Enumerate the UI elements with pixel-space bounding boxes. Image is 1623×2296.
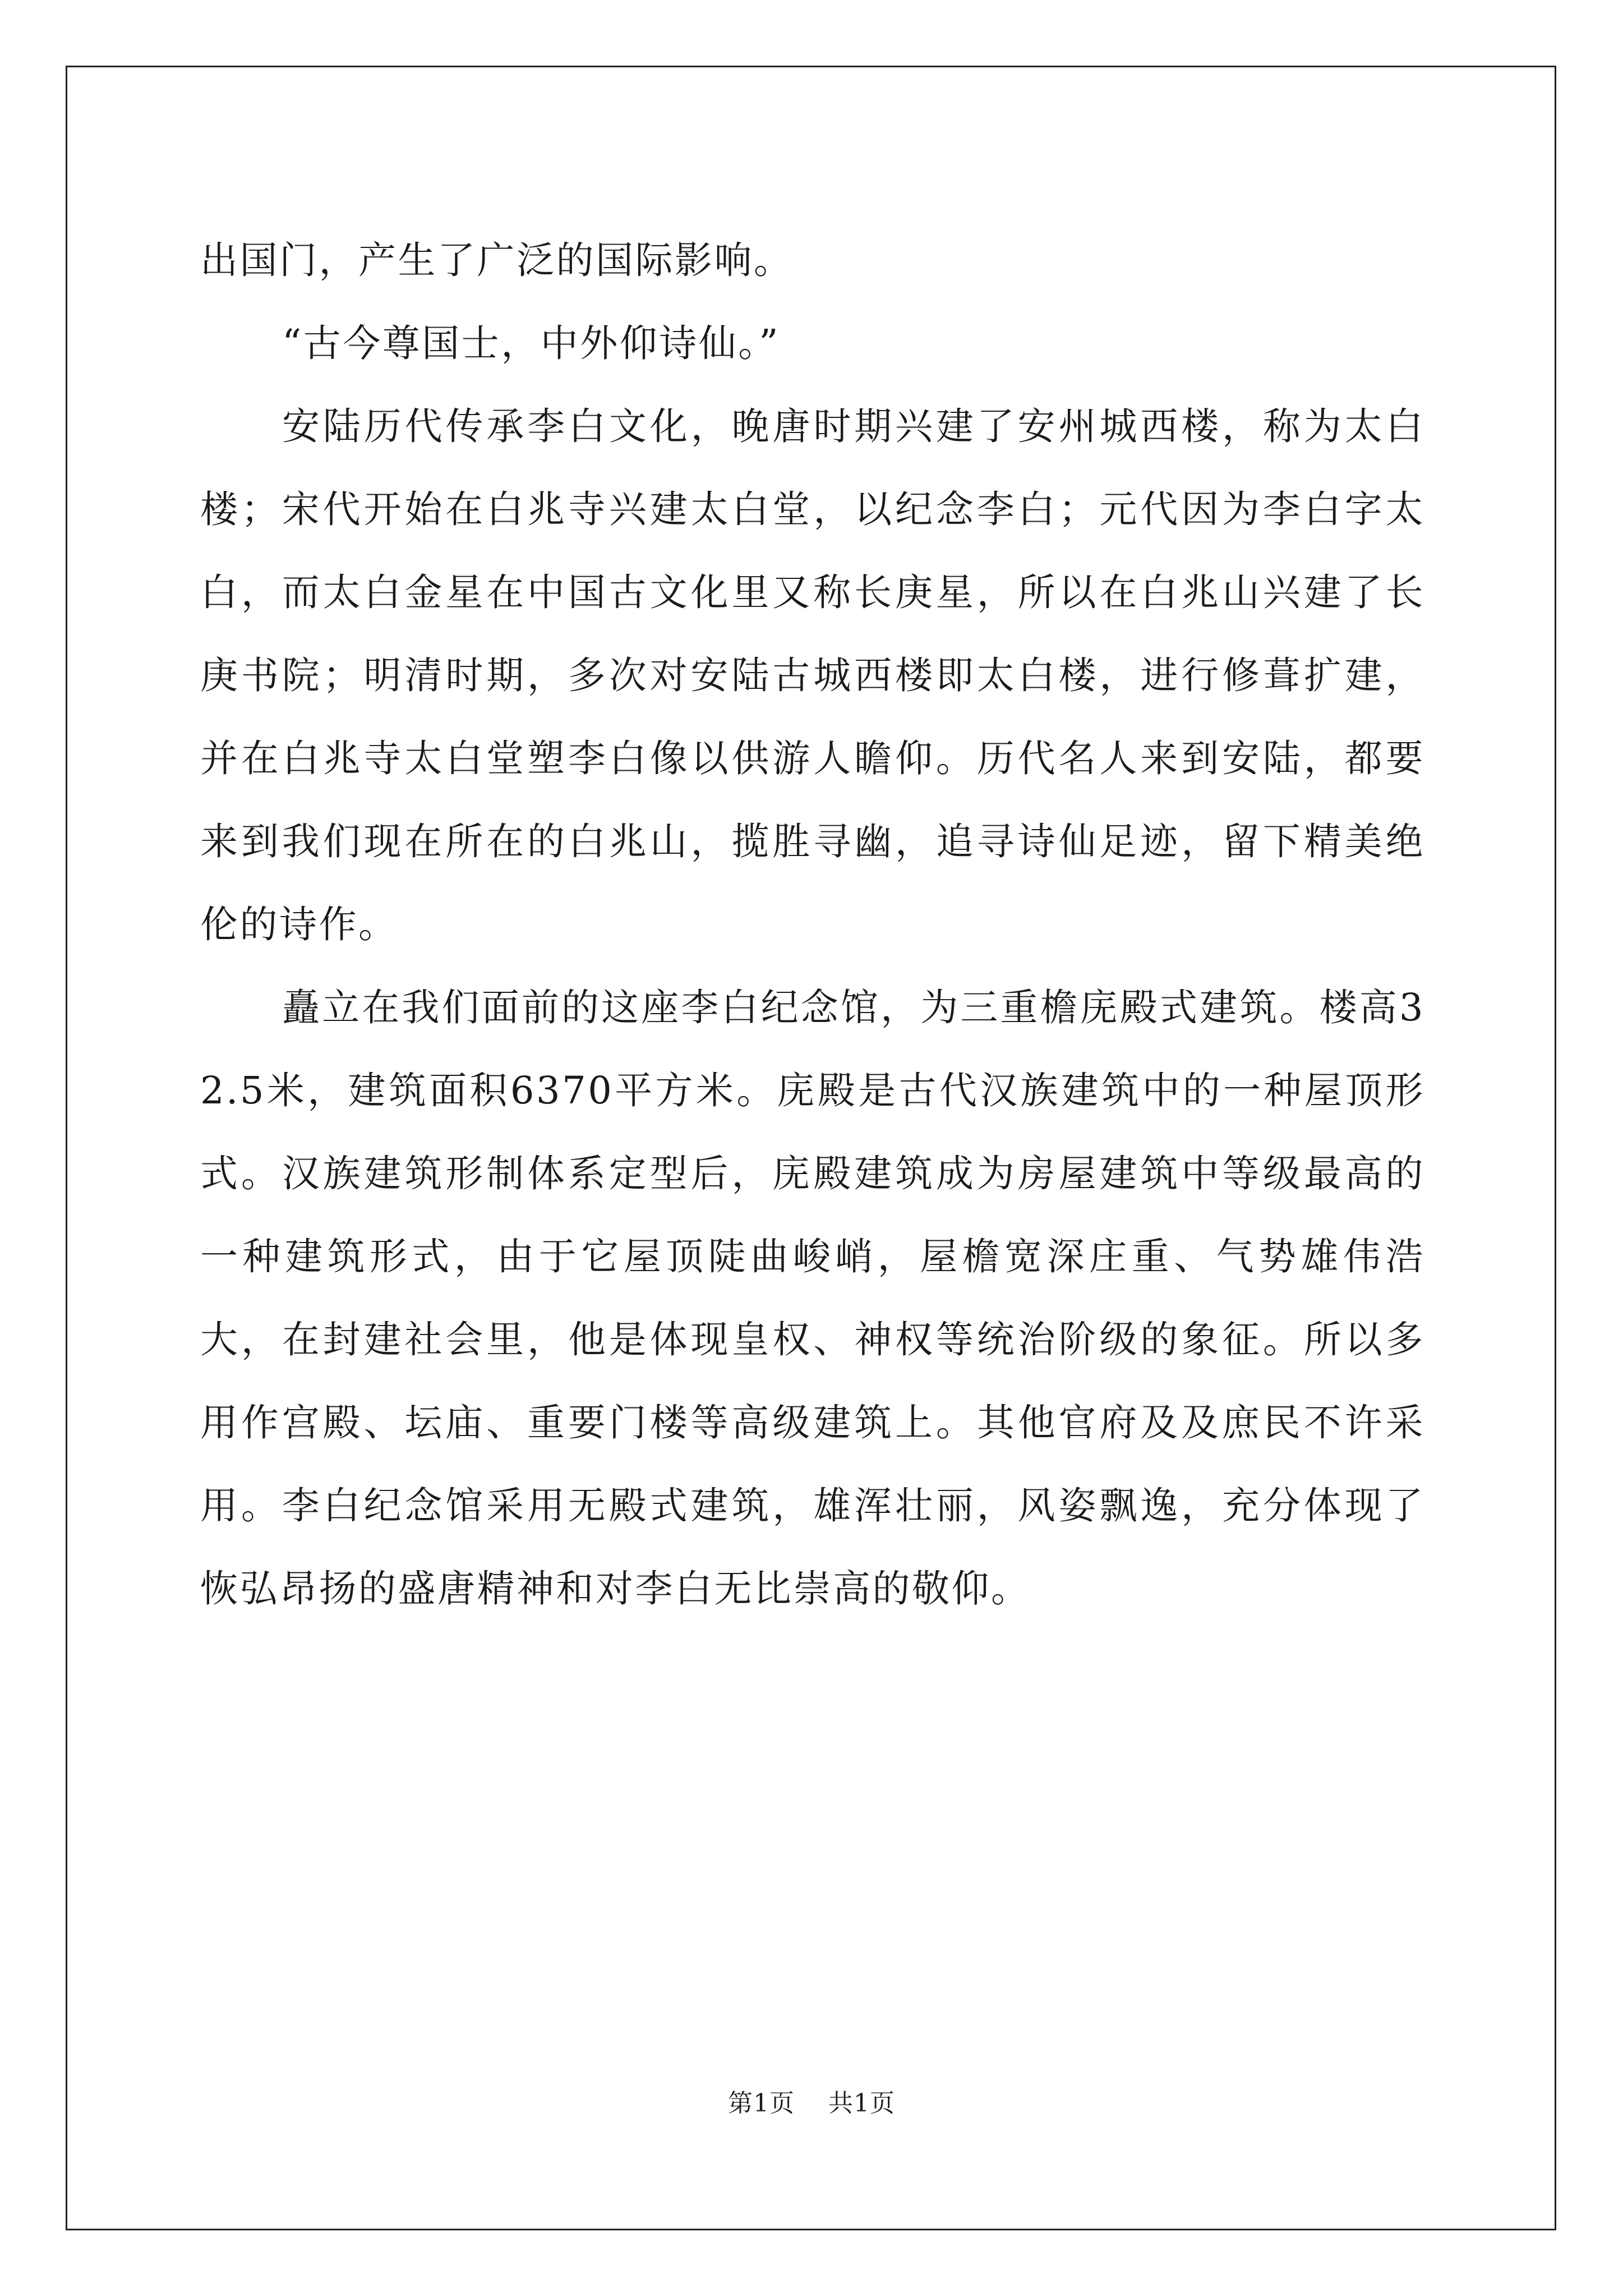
page-total: 共1页 xyxy=(828,2089,895,2118)
paragraph-3: 安陆历代传承李白文化，晚唐时期兴建了安州城西楼，称为太白楼；宋代开始在白兆寺兴建太白堂，以纪念李白；元代因为李白字太白，而太白金星在中国古文化里又称长庚星，所以在白兆山兴建了长庚书院；明清时期，多次对安陆古城西楼即太白楼，进行修葺扩建，并在白兆寺太白堂塑李白像以供游人瞻仰。历代名人来到安陆，都要来到我们现在所在的白兆山，揽胜寻幽，追寻诗仙足迹，留下精美绝伦的诗作。 xyxy=(200,404,1425,946)
document-body xyxy=(200,219,1425,1630)
paragraph-2: “古今尊国士，中外仰诗仙。” xyxy=(282,321,781,365)
page-footer xyxy=(0,2087,1623,2120)
paragraph-1: 出国门，产生了广泛的国际影响。 xyxy=(200,238,794,282)
paragraph-4: 矗立在我们面前的这座李白纪念馆，为三重檐庑殿式建筑。楼高32.5米，建筑面积6370平方米。庑殿是古代汉族建筑中的一种屋顶形式。汉族建筑形制体系定型后，庑殿建筑成为房屋建筑中等级最高的一种建筑形式，由于它屋顶陡曲峻峭，屋檐宽深庄重、气势雄伟浩大，在封建社会里，他是体现皇权、神权等统治阶级的象征。所以多用作宫殿、坛庙、重要门楼等高级建筑上。其他官府及及庶民不许采用。李白纪念馆采用无殿式建筑，雄浑壮丽，风姿飘逸，充分体现了恢弘昂扬的盛唐精神和对李白无比崇高的敬仰。 xyxy=(200,986,1425,1611)
page-number: 第1页 xyxy=(728,2089,795,2118)
